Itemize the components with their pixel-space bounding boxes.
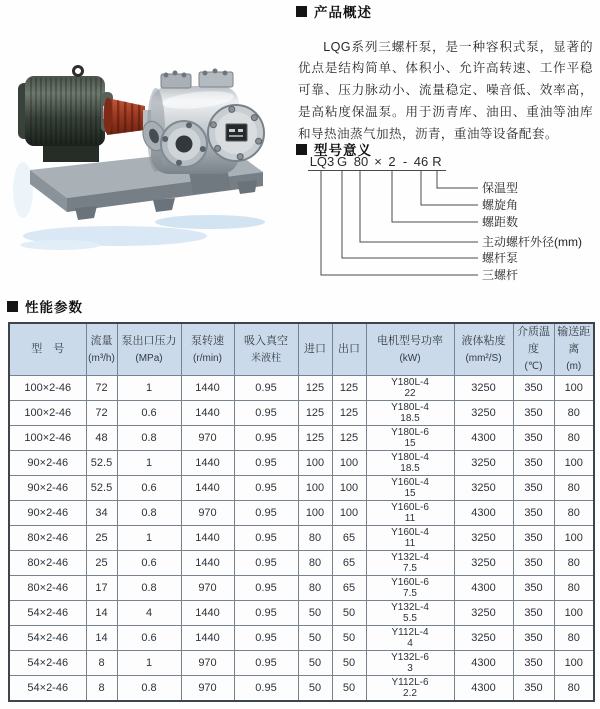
table-cell: 0.95 — [234, 526, 298, 551]
table-cell: 350 — [513, 401, 554, 426]
table-row — [9, 676, 594, 702]
section-marker-icon — [296, 6, 307, 17]
table-cell: 72 — [86, 401, 117, 426]
table-cell: 65 — [332, 576, 366, 601]
table-cell: 90×2-46 — [9, 451, 86, 476]
cell-motor: Y132L-6 3 — [366, 651, 454, 676]
table-cell: 3250 — [454, 451, 513, 476]
table-cell: 80 — [554, 676, 594, 702]
table-row — [9, 526, 594, 551]
col-outlet: 出口 — [332, 323, 366, 376]
table-cell: 125 — [332, 401, 366, 426]
model-meaning-heading-text: 型号意义 — [314, 143, 372, 158]
table-cell: 50 — [298, 676, 332, 702]
table-cell: 350 — [513, 376, 554, 401]
electric-motor — [18, 67, 113, 163]
table-cell: 0.95 — [234, 576, 298, 601]
table-cell: 970 — [181, 576, 234, 601]
table-cell: 1 — [117, 376, 181, 401]
table-cell: 970 — [181, 651, 234, 676]
table-cell: 100 — [332, 501, 366, 526]
table-cell: 100 — [554, 451, 594, 476]
table-cell: 125 — [298, 401, 332, 426]
table-cell: 4300 — [454, 576, 513, 601]
table-cell: 80 — [554, 476, 594, 501]
product-photo — [5, 40, 285, 288]
table-cell: 14 — [86, 601, 117, 626]
table-cell: 34 — [86, 501, 117, 526]
table-cell: 100 — [298, 476, 332, 501]
table-cell: 0.95 — [234, 551, 298, 576]
table-cell: 4 — [117, 601, 181, 626]
table-row — [9, 401, 594, 426]
table-cell: 100×2-46 — [9, 401, 86, 426]
cell-motor: Y180L-4 18.5 — [366, 451, 454, 476]
table-cell: 1440 — [181, 551, 234, 576]
table-cell: 350 — [513, 576, 554, 601]
cell-motor: Y180L-4 18.5 — [366, 401, 454, 426]
col-outlet-pressure: 泵出口压力 (MPa) — [117, 323, 181, 376]
table-cell: 0.8 — [117, 576, 181, 601]
table-cell: 8 — [86, 651, 117, 676]
perf-table-body — [9, 376, 594, 702]
col-temperature: 介质温度 (℃) — [513, 323, 554, 376]
table-cell: 0.8 — [117, 676, 181, 702]
table-cell: 0.6 — [117, 551, 181, 576]
cell-motor: Y112L-6 2.2 — [366, 676, 454, 702]
cell-motor: Y132L-4 7.5 — [366, 551, 454, 576]
performance-table — [8, 322, 595, 702]
col-viscosity: 液体粘度 (mm²/S) — [454, 323, 513, 376]
table-cell: 970 — [181, 426, 234, 451]
table-row — [9, 601, 594, 626]
table-cell: 50 — [298, 626, 332, 651]
front-flange — [161, 121, 207, 167]
table-cell: 80 — [298, 551, 332, 576]
table-cell: 1440 — [181, 601, 234, 626]
table-cell: 100 — [298, 451, 332, 476]
table-cell: 50 — [332, 651, 366, 676]
table-cell: 80 — [554, 626, 594, 651]
table-cell: 970 — [181, 501, 234, 526]
table-cell: 3250 — [454, 401, 513, 426]
table-row — [9, 626, 594, 651]
table-cell: 25 — [86, 551, 117, 576]
col-flow: 流量 (m³/h) — [86, 323, 117, 376]
cell-motor: Y160L-6 7.5 — [366, 576, 454, 601]
table-cell: 350 — [513, 676, 554, 702]
svg-text:三螺杆: 三螺杆 — [482, 268, 519, 282]
table-cell: 80 — [554, 426, 594, 451]
table-cell: 54×2-46 — [9, 601, 86, 626]
table-cell: 4300 — [454, 501, 513, 526]
section-heading-overview — [296, 1, 372, 21]
table-cell: 970 — [181, 676, 234, 702]
table-cell: 100×2-46 — [9, 426, 86, 451]
svg-text:螺距数: 螺距数 — [482, 215, 519, 229]
table-cell: 0.95 — [234, 676, 298, 702]
model-code-labels — [482, 180, 582, 282]
table-cell: 0.8 — [117, 426, 181, 451]
table-cell: 1 — [117, 526, 181, 551]
overview-paragraph: LQG系列三螺杆泵，是一种容积式泵，显著的优点是结构简单、体积小、允许高转速、工作平稳可靠、压力脉动小、流量稳定、噪音低、效率高，是高粘度保温泵。用于沥青库、油田、重油等油库和导热油蒸气加热，沥青，重油等设备配套。 — [298, 39, 593, 141]
table-cell: 100 — [554, 526, 594, 551]
svg-text:螺杆泵: 螺杆泵 — [482, 251, 519, 265]
section-marker-icon — [7, 301, 18, 312]
col-distance: 输送距离 (m) — [554, 323, 594, 376]
table-cell: 50 — [298, 601, 332, 626]
table-cell: 100 — [332, 476, 366, 501]
table-row — [9, 376, 594, 401]
table-cell: 48 — [86, 426, 117, 451]
cell-motor: Y112L-4 4 — [366, 626, 454, 651]
table-cell: 125 — [332, 426, 366, 451]
table-cell: 80 — [554, 401, 594, 426]
table-cell: 0.95 — [234, 376, 298, 401]
table-cell: 350 — [513, 626, 554, 651]
performance-heading-text: 性能参数 — [25, 300, 83, 315]
table-cell: 0.95 — [234, 401, 298, 426]
table-cell: 125 — [332, 376, 366, 401]
col-inlet: 进口 — [298, 323, 332, 376]
table-cell: 0.95 — [234, 601, 298, 626]
table-cell: 50 — [332, 601, 366, 626]
callout-lines — [308, 171, 478, 276]
table-cell: 54×2-46 — [9, 626, 86, 651]
table-cell: 80×2-46 — [9, 551, 86, 576]
table-cell: 0.95 — [234, 626, 298, 651]
col-speed: 泵转速 (r/min) — [181, 323, 234, 376]
table-cell: 350 — [513, 601, 554, 626]
table-cell: 1440 — [181, 526, 234, 551]
svg-text:LQ3: LQ3 — [309, 154, 335, 169]
table-cell: 54×2-46 — [9, 651, 86, 676]
table-cell: 100 — [554, 376, 594, 401]
table-cell: 4300 — [454, 651, 513, 676]
table-cell: 3250 — [454, 601, 513, 626]
table-cell: 350 — [513, 651, 554, 676]
table-row — [9, 501, 594, 526]
table-cell: 0.6 — [117, 626, 181, 651]
table-cell: 350 — [513, 476, 554, 501]
table-cell: 125 — [298, 376, 332, 401]
table-row — [9, 576, 594, 601]
overview-heading-text: 产品概述 — [314, 5, 372, 20]
table-cell: 65 — [332, 526, 366, 551]
table-cell: 100 — [554, 601, 594, 626]
svg-text:主动螺杆外径(mm): 主动螺杆外径(mm) — [482, 235, 582, 249]
table-cell: 90×2-46 — [9, 476, 86, 501]
table-cell: 80 — [298, 526, 332, 551]
table-cell: 350 — [513, 526, 554, 551]
table-cell: 3250 — [454, 476, 513, 501]
section-heading-performance — [7, 296, 83, 316]
cell-motor: Y160L-6 11 — [366, 501, 454, 526]
table-cell: 0.95 — [234, 476, 298, 501]
svg-text:保温型: 保温型 — [482, 181, 519, 195]
table-cell: 52.5 — [86, 451, 117, 476]
table-cell: 1440 — [181, 626, 234, 651]
table-cell: 4300 — [454, 676, 513, 702]
svg-text:2: 2 — [388, 154, 396, 169]
table-cell: 100 — [298, 501, 332, 526]
table-cell: 4300 — [454, 426, 513, 451]
table-cell: 80 — [298, 576, 332, 601]
cell-motor: Y180L-6 15 — [366, 426, 454, 451]
col-model: 型 号 — [9, 323, 86, 376]
table-cell: 0.6 — [117, 401, 181, 426]
table-cell: 100 — [554, 651, 594, 676]
table-cell: 0.95 — [234, 651, 298, 676]
cell-motor: Y180L-4 22 — [366, 376, 454, 401]
nameplate — [226, 124, 247, 141]
svg-text:螺旋角: 螺旋角 — [482, 198, 519, 212]
table-cell: 65 — [332, 551, 366, 576]
table-cell: 1440 — [181, 476, 234, 501]
table-header — [9, 323, 594, 376]
svg-text:-: - — [402, 154, 408, 169]
col-motor: 电机型号功率 (kW) — [366, 323, 454, 376]
cell-motor: Y132L-4 5.5 — [366, 601, 454, 626]
pump-photo-illustration — [5, 40, 285, 288]
table-cell: 0.95 — [234, 426, 298, 451]
lifting-eye — [74, 67, 83, 76]
table-cell: 80×2-46 — [9, 526, 86, 551]
svg-text:80: 80 — [353, 154, 369, 169]
table-cell: 80×2-46 — [9, 576, 86, 601]
table-cell: 14 — [86, 626, 117, 651]
table-row — [9, 651, 594, 676]
table-cell: 350 — [513, 551, 554, 576]
svg-text:R: R — [432, 154, 442, 169]
table-cell: 72 — [86, 376, 117, 401]
col-suction-vacuum: 吸入真空 米液柱 — [234, 323, 298, 376]
table-cell: 3250 — [454, 376, 513, 401]
table-cell: 17 — [86, 576, 117, 601]
table-cell: 25 — [86, 526, 117, 551]
table-cell: 50 — [332, 626, 366, 651]
table-cell: 0.95 — [234, 501, 298, 526]
table-cell: 350 — [513, 451, 554, 476]
table-row — [9, 451, 594, 476]
model-code-diagram — [296, 152, 598, 290]
table-cell: 1 — [117, 651, 181, 676]
table-cell: 8 — [86, 676, 117, 702]
model-code — [310, 154, 442, 169]
table-row — [9, 426, 594, 451]
table-cell: 54×2-46 — [9, 676, 86, 702]
svg-text:×: × — [374, 154, 382, 169]
table-cell: 0.95 — [234, 451, 298, 476]
cell-motor: Y160L-4 11 — [366, 526, 454, 551]
table-cell: 80 — [554, 501, 594, 526]
svg-text:G: G — [336, 154, 348, 169]
table-cell: 0.6 — [117, 476, 181, 501]
table-cell: 52.5 — [86, 476, 117, 501]
table-cell: 100×2-46 — [9, 376, 86, 401]
table-cell: 350 — [513, 426, 554, 451]
table-row — [9, 476, 594, 501]
table-cell: 1440 — [181, 376, 234, 401]
svg-text:46: 46 — [413, 154, 429, 169]
top-flange-fittings — [161, 69, 233, 89]
table-cell: 50 — [332, 676, 366, 702]
table-cell: 80 — [554, 576, 594, 601]
table-cell: 50 — [298, 651, 332, 676]
table-cell: 80 — [554, 551, 594, 576]
table-row — [9, 551, 594, 576]
table-cell: 1 — [117, 451, 181, 476]
table-cell: 3250 — [454, 551, 513, 576]
table-cell: 1440 — [181, 401, 234, 426]
table-cell: 350 — [513, 501, 554, 526]
end-cover-flange — [208, 105, 264, 161]
table-cell: 90×2-46 — [9, 501, 86, 526]
table-cell: 100 — [332, 451, 366, 476]
table-cell: 1440 — [181, 451, 234, 476]
table-cell: 0.8 — [117, 501, 181, 526]
table-cell: 3250 — [454, 626, 513, 651]
cell-motor: Y160L-4 15 — [366, 476, 454, 501]
table-cell: 125 — [298, 426, 332, 451]
table-cell: 3250 — [454, 526, 513, 551]
